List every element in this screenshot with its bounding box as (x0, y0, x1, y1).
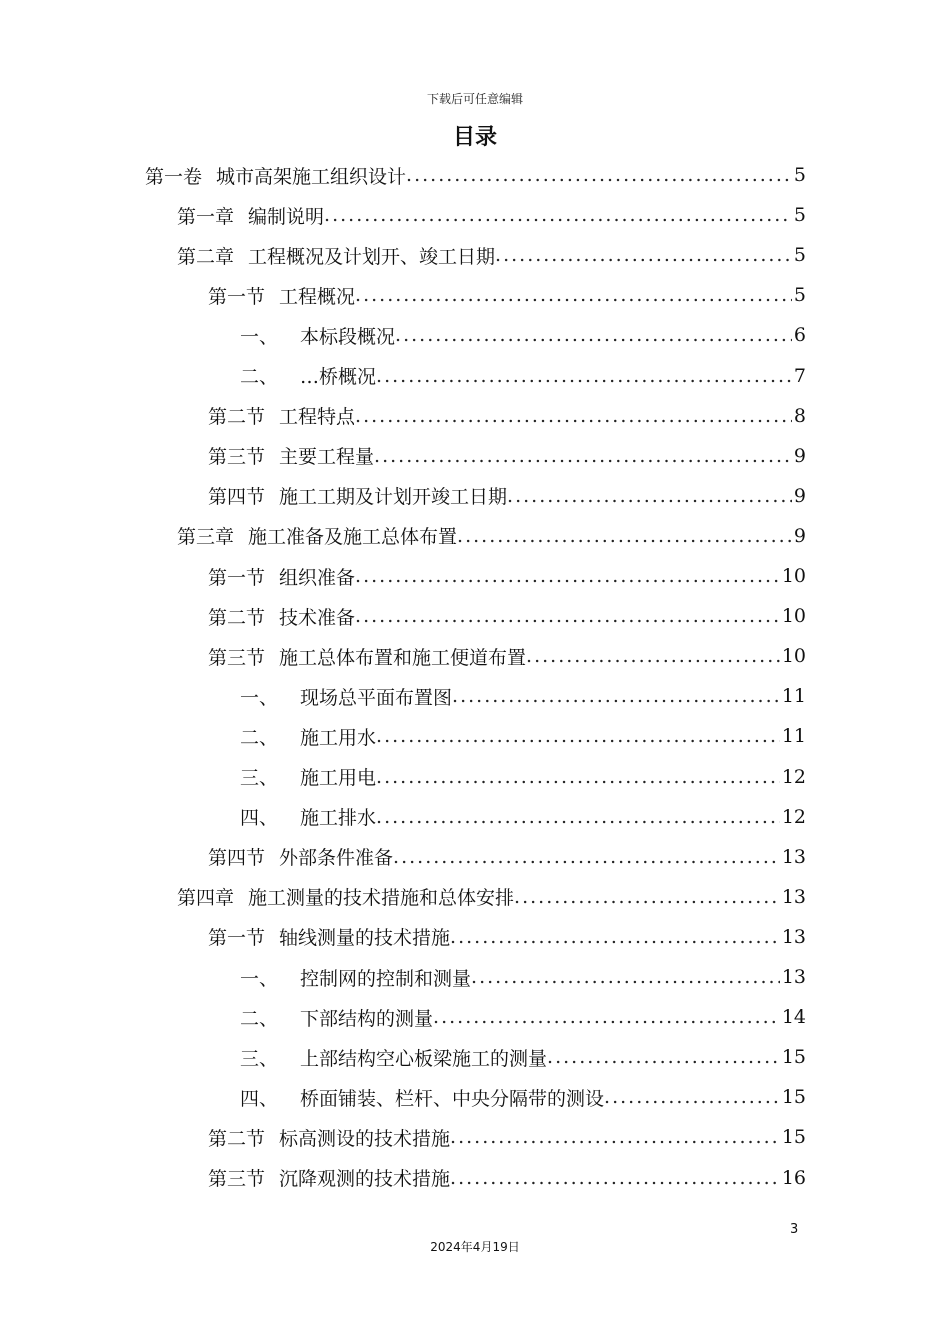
toc-entry-number: 一、 (240, 967, 279, 990)
toc-entry-title: 沉降观测的技术措施 (279, 1168, 451, 1190)
toc-dot-leader (604, 1086, 780, 1108)
toc-dot-leader (507, 485, 792, 507)
toc-entry-page: 16 (781, 1166, 806, 1189)
toc-entry-page: 15 (781, 1046, 806, 1069)
toc-entry-title: 标高测设的技术措施 (279, 1127, 451, 1150)
toc-entry-number: 一、 (240, 325, 279, 348)
toc-entry[interactable] (208, 436, 806, 476)
toc-entry-number: 二、 (240, 726, 279, 749)
toc-entry-page: 13 (781, 925, 806, 948)
toc-entry-title: 工程概况及计划开、竣工日期 (248, 245, 496, 268)
toc-entry-title: 主要工程量 (279, 446, 375, 469)
toc-entry-page: 9 (793, 524, 806, 547)
toc-entry[interactable] (177, 877, 806, 917)
toc-entry-number: 一、 (240, 686, 279, 709)
toc-dot-leader (355, 405, 792, 427)
toc-entry-page: 8 (793, 404, 806, 427)
toc-entry-number: 第二节 (208, 606, 266, 629)
toc-entry-page: 5 (793, 244, 806, 267)
toc-entry-number: 第一章 (177, 205, 235, 228)
toc-entry[interactable] (240, 797, 806, 837)
toc-entry-title: …桥概况 (300, 366, 377, 388)
toc-dot-leader (526, 645, 780, 667)
toc-entry[interactable] (240, 315, 806, 355)
toc-entry-title: 施工用水 (300, 726, 377, 749)
toc-entry[interactable] (208, 1158, 806, 1198)
toc-dot-leader (452, 685, 780, 707)
toc-dot-leader (457, 525, 792, 547)
toc-entry-page: 7 (793, 364, 806, 387)
toc-dot-leader (547, 1046, 780, 1068)
toc-entry-page: 12 (781, 805, 806, 828)
toc-dot-leader (495, 244, 792, 266)
toc-dot-leader (433, 1006, 780, 1028)
toc-entry-number: 第三章 (177, 526, 235, 549)
toc-entry-number: 第二节 (208, 406, 266, 429)
toc-entry[interactable] (145, 155, 806, 195)
toc-entry[interactable] (240, 716, 806, 756)
toc-entry[interactable] (240, 1037, 806, 1077)
toc-entry[interactable] (208, 275, 806, 315)
toc-entry[interactable] (208, 476, 806, 516)
toc-entry-number: 二、 (240, 1007, 279, 1030)
toc-dot-leader (355, 284, 792, 306)
toc-entry[interactable] (240, 757, 806, 797)
toc-entry-number: 第四节 (208, 486, 266, 509)
toc-entry-title: 编制说明 (248, 205, 325, 228)
toc-entry[interactable] (240, 676, 806, 716)
toc-dot-leader (450, 1126, 780, 1148)
toc-dot-leader (514, 886, 780, 908)
toc-entry-number: 第一节 (208, 285, 266, 308)
toc-entry-number: 四、 (240, 807, 279, 830)
toc-entry-title: 控制网的控制和测量 (300, 967, 472, 990)
toc-entry-number: 三、 (240, 1047, 279, 1070)
toc-entry-page: 9 (793, 484, 806, 507)
toc-entry-title: 施工测量的技术措施和总体安排 (248, 887, 515, 910)
toc-entry-page: 10 (781, 645, 806, 668)
toc-entry[interactable] (208, 1117, 806, 1157)
toc-entry-page: 13 (781, 885, 806, 908)
header-note: 下载后可任意编辑 (426, 92, 523, 106)
toc-entry[interactable] (240, 1077, 806, 1117)
toc-entry-title: 工程特点 (279, 406, 356, 429)
toc-entry-title: 技术准备 (279, 606, 356, 629)
page-title: 目录 (452, 125, 497, 150)
toc-entry-page: 5 (793, 164, 806, 186)
toc-entry-page: 15 (781, 1086, 806, 1109)
toc-dot-leader (450, 926, 780, 948)
toc-entry-page: 15 (781, 1126, 806, 1149)
toc-dot-leader (324, 204, 792, 226)
toc-entry-page: 5 (793, 284, 806, 307)
toc-entry-title: 城市高架施工组织设计 (216, 165, 407, 188)
toc-entry-page: 6 (793, 324, 806, 347)
toc-entry-page: 9 (793, 444, 806, 467)
toc-entry[interactable] (240, 997, 806, 1037)
toc-entry-number: 第一节 (208, 927, 266, 950)
toc-entry-title: 轴线测量的技术措施 (279, 927, 451, 950)
toc-entry-number: 第三节 (208, 646, 266, 669)
toc-entry[interactable] (177, 516, 806, 556)
toc-entry[interactable] (208, 917, 806, 957)
toc-entry-title: 上部结构空心板梁施工的测量 (300, 1047, 548, 1070)
toc-entry-title: 施工准备及施工总体布置 (248, 526, 458, 549)
toc-entry-page: 14 (781, 1006, 806, 1029)
toc-entry-number: 第四章 (177, 887, 235, 910)
toc-entry-number: 第一卷 (145, 165, 203, 188)
toc-entry-number: 第三节 (208, 446, 266, 469)
toc-entry-number: 第二章 (177, 245, 235, 268)
toc-entry-number: 三、 (240, 767, 279, 789)
toc-entry-title: 施工排水 (300, 807, 377, 830)
toc-entry-number: 第四节 (208, 847, 266, 870)
toc-entry[interactable] (208, 837, 806, 877)
toc-entry[interactable] (177, 235, 806, 275)
toc-entry[interactable] (208, 636, 806, 676)
toc-entry-title: 施工用电 (300, 767, 377, 789)
toc-entry-page: 11 (781, 685, 806, 708)
toc-entry-title: 下部结构的测量 (300, 1007, 434, 1030)
toc-entry-page: 12 (781, 765, 806, 788)
toc-entry-page: 10 (781, 565, 806, 587)
toc-entry-title: 本标段概况 (300, 325, 396, 348)
toc-entry-number: 第三节 (208, 1168, 266, 1190)
toc-entry-title: 桥面铺装、栏杆、中央分隔带的测设 (300, 1087, 605, 1110)
toc-entry-number: 第一节 (208, 566, 266, 589)
toc-entry-page: 5 (793, 204, 806, 227)
toc-dot-leader (450, 1167, 780, 1189)
toc-entry-page: 11 (781, 725, 806, 748)
toc-dot-leader (471, 966, 780, 988)
page-number: 3 (790, 1222, 799, 1237)
toc-entry-title: 外部条件准备 (279, 847, 394, 870)
toc-entry-title: 现场总平面布置图 (300, 686, 453, 709)
toc-entry[interactable] (208, 396, 806, 436)
toc-dot-leader (393, 846, 780, 868)
toc-entry-page: 13 (781, 845, 806, 868)
footer-date: 2024年4月19日 (430, 1240, 520, 1254)
toc-entry-title: 施工工期及计划开竣工日期 (279, 486, 508, 509)
toc-dot-leader (376, 725, 780, 747)
toc-entry-page: 10 (781, 605, 806, 628)
toc-dot-leader (376, 766, 780, 788)
toc-dot-leader (376, 365, 792, 387)
toc-entry-number: 二、 (240, 366, 279, 388)
toc-entry[interactable] (240, 957, 806, 997)
toc-entry-number: 四、 (240, 1087, 279, 1110)
toc-entry-page: 13 (781, 966, 806, 988)
toc-entry[interactable] (208, 556, 806, 596)
toc-entry[interactable] (240, 356, 806, 396)
toc-dot-leader (355, 605, 780, 627)
toc-dot-leader (355, 565, 780, 587)
toc-dot-leader (374, 445, 792, 467)
toc-dot-leader (376, 806, 780, 828)
toc-entry-number: 第二节 (208, 1127, 266, 1150)
toc-entry[interactable] (177, 195, 806, 235)
toc-entry-title: 施工总体布置和施工便道布置 (279, 646, 527, 669)
toc-dot-leader (406, 164, 792, 186)
toc-entry-title: 组织准备 (279, 566, 356, 589)
toc-entry[interactable] (208, 596, 806, 636)
toc-dot-leader (395, 324, 792, 346)
toc-entry-title: 工程概况 (279, 285, 356, 308)
